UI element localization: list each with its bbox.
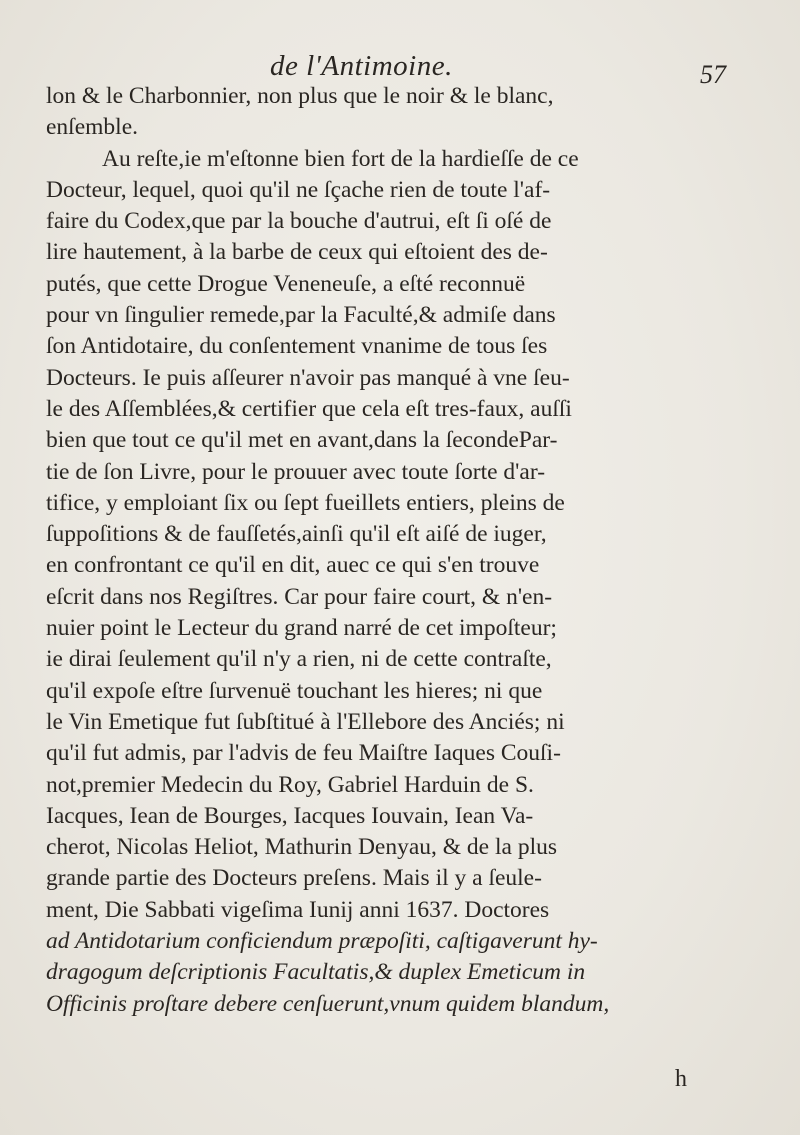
text-line: eſcrit dans nos Regiſtres. Car pour faire court, & n'en- xyxy=(46,583,553,610)
text-line: bien que tout ce qu'il met en avant,dans la ſecondePar- xyxy=(46,427,558,454)
text-line: Docteurs. Ie puis aſſeurer n'avoir pas manqué à vne ſeu- xyxy=(46,364,570,391)
catchword: h xyxy=(675,1066,687,1092)
text-line: pour vn ſingulier remede,par la Faculté,& admiſe dans xyxy=(46,302,556,329)
text-line: qu'il fut admis, par l'advis de feu Maiſtre Iaques Couſi- xyxy=(46,740,561,767)
text-line: le Vin Emetique fut ſubſtitué à l'Ellebore des Anciés; ni xyxy=(46,708,565,735)
text-line: en confrontant ce qu'il en dit, auec ce qui s'en trouve xyxy=(46,552,540,579)
body-text xyxy=(46,81,686,1020)
text-line: ment, Die Sabbati vigeſima Iunij anni 1637. Doctores xyxy=(46,896,550,923)
text-line: lon & le Charbonnier, non plus que le noir & le blanc, xyxy=(46,83,554,109)
latin-text-line: dragogum deſcriptionis Facultatis,& duplex Emeticum in xyxy=(46,959,586,986)
text-line: tie de ſon Livre, pour le prouuer avec toute ſorte d'ar- xyxy=(46,458,546,485)
text-line: qu'il expoſe eſtre ſurvenuë touchant les hieres; ni que xyxy=(46,677,543,704)
text-line: le des Aſſemblées,& certifier que cela eſt tres-faux, auſſi xyxy=(46,395,572,422)
page-number: 57 xyxy=(700,60,726,89)
text-line: grande partie des Docteurs preſens. Mais il y a ſeule- xyxy=(46,865,542,892)
text-line: nuier point le Lecteur du grand narré de cet impoſteur; xyxy=(46,615,557,642)
text-line: faire du Codex,que par la bouche d'autrui, eſt ſi oſé de xyxy=(46,208,552,235)
text-line: putés, que cette Drogue Veneneuſe, a eſté reconnuë xyxy=(46,270,526,297)
text-line: not,premier Medecin du Roy, Gabriel Harduin de S. xyxy=(46,771,534,798)
text-line: cherot, Nicolas Heliot, Mathurin Denyau, & de la plus xyxy=(46,834,557,861)
text-line: lire hautement, à la barbe de ceux qui eſtoient des de- xyxy=(46,239,548,266)
text-line: Au reſte,ie m'eſtonne bien fort de la hardieſſe de ce xyxy=(102,145,579,172)
text-line: tifice, y emploiant ſix ou ſept fueillets entiers, pleins de xyxy=(46,489,565,516)
text-line: ie dirai ſeulement qu'il n'y a rien, ni de cette contraſte, xyxy=(46,646,552,673)
text-line: enſemble. xyxy=(46,114,139,141)
text-line: Docteur, lequel, quoi qu'il ne ſçache rien de toute l'af- xyxy=(46,176,551,203)
text-line: ſuppoſitions & de fauſſetés,ainſi qu'il eſt aiſé de iuger, xyxy=(46,521,547,548)
text-line: ſon Antidotaire, du conſentement vnanime de tous ſes xyxy=(46,333,548,360)
running-head: de l'Antimoine. xyxy=(270,50,453,82)
latin-text-line: Officinis proſtare debere cenſuerunt,vnum quidem blandum, xyxy=(46,990,610,1017)
text-line: Iacques, Iean de Bourges, Iacques Iouvain, Iean Va- xyxy=(46,802,534,829)
latin-text-line: ad Antidotarium conficiendum præpoſiti, caſtigaverunt hy- xyxy=(46,928,598,955)
